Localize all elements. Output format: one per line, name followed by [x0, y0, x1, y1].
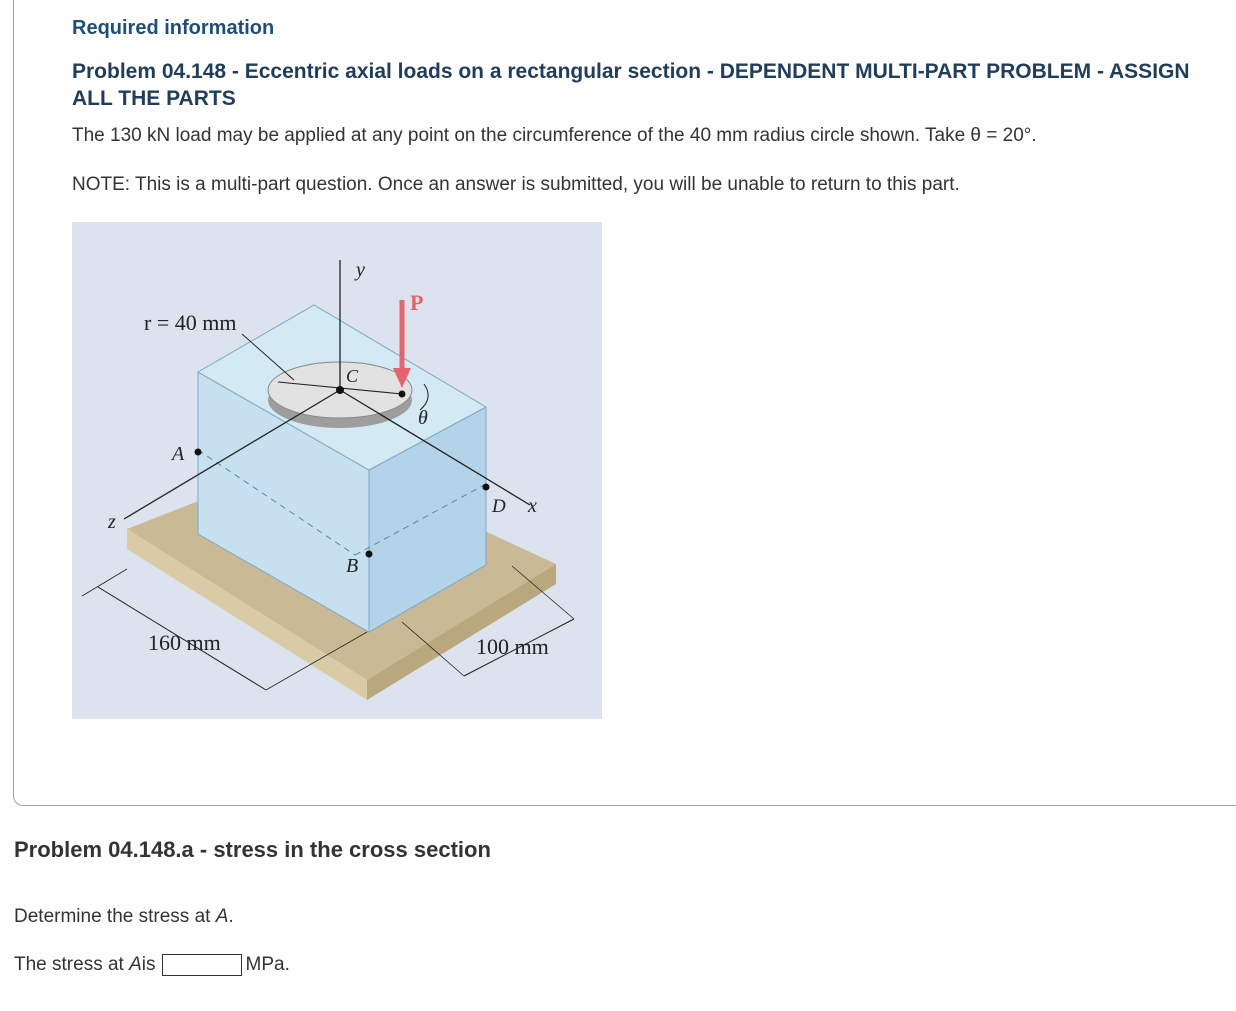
problem-note: NOTE: This is a multi-part question. Once an answer is submitted, you will be unable to return to this part. [72, 174, 960, 195]
answer-prefix: The stress at [14, 954, 124, 975]
answer-row [14, 954, 290, 976]
problem-statement: The 130 kN load may be applied at any point on the circumference of the 40 mm radius circle shown. Take θ = 20°. [72, 125, 1037, 146]
stress-answer-input[interactable] [162, 954, 242, 976]
answer-variable: A [129, 954, 142, 975]
point-c [336, 386, 344, 394]
point-a [195, 449, 202, 456]
answer-is: is [141, 954, 156, 975]
label-z: z [108, 511, 116, 533]
point-b [366, 551, 373, 558]
question-variable: A [215, 906, 229, 927]
answer-unit: MPa. [245, 954, 290, 975]
dim-160-label: 160 mm [148, 630, 221, 655]
label-a: A [172, 443, 185, 465]
load-point [399, 391, 406, 398]
part-a-title: Problem 04.148.a - stress in the cross section [14, 837, 491, 862]
label-x: x [528, 495, 537, 517]
question-prefix: Determine the stress at [14, 906, 216, 927]
dim-100-label: 100 mm [476, 634, 549, 659]
label-y: y [356, 259, 365, 281]
figure-drawing [72, 222, 602, 719]
label-p: P [410, 290, 424, 315]
label-theta: θ [418, 407, 428, 429]
problem-figure [72, 222, 602, 719]
label-d: D [492, 496, 506, 517]
radius-label: r = 40 mm [144, 310, 237, 335]
problem-title: Problem 04.148 - Eccentric axial loads on a rectangular section - DEPENDENT MULTI-PART PROBLEM - ASSIGN ALL THE PARTS [72, 60, 1190, 110]
label-c: C [346, 366, 359, 386]
label-b: B [346, 555, 359, 577]
point-d [483, 484, 490, 491]
question-suffix: . [228, 906, 234, 927]
dim-ext [82, 569, 127, 596]
part-a-question [14, 906, 234, 928]
required-info-label: Required information [72, 17, 275, 39]
